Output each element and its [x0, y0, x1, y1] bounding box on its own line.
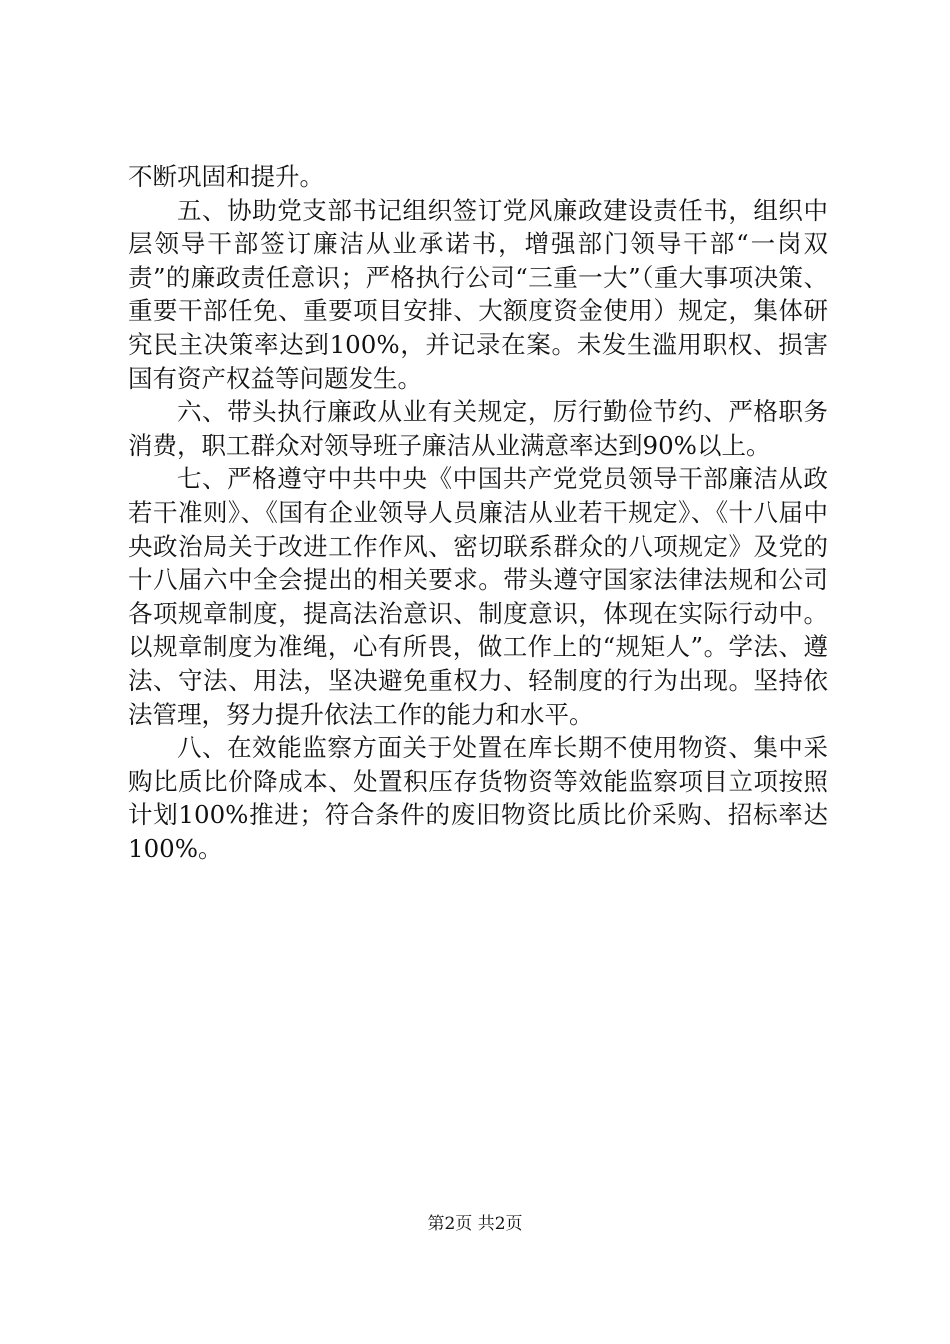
paragraph-continuation: 不断巩固和提升。 — [128, 162, 324, 191]
document-body — [128, 160, 828, 865]
paragraph-item-8: 八、在效能监察方面关于处置在库长期不使用物资、集中采购比质比价降成本、处置积压存货物资等效能监察项目立项按照计划100%推进；符合条件的废旧物资比质比价采购、招标率达100%。 — [128, 733, 828, 863]
paragraph-item-7: 七、严格遵守中共中央《中国共产党党员领导干部廉洁从政若干准则》、《国有企业领导人员廉洁从业若干规定》、《十八届中央政治局关于改进工作作风、密切联系群众的八项规定》及党的十八届六中全会提出的相关要求。带头遵守国家法律法规和公司各项规章制度，提高法治意识、制度意识，体现在实际行动中。以规章制度为准绳，心有所畏，做工作上的“规矩人”。学法、遵法、守法、用法，坚决避免重权力、轻制度的行为出现。坚持依法管理，努力提升依法工作的能力和水平。 — [128, 464, 828, 729]
paragraph-item-6: 六、带头执行廉政从业有关规定，厉行勤俭节约、严格职务消费，职工群众对领导班子廉洁从业满意率达到90%以上。 — [128, 397, 828, 460]
page-footer: 第2页 共2页 — [427, 1214, 523, 1234]
paragraph-item-5: 五、协助党支部书记组织签订党风廉政建设责任书，组织中层领导干部签订廉洁从业承诺书，增强部门领导干部“一岗双责”的廉政责任意识；严格执行公司“三重一大”（重大事项决策、重要干部任免、重要项目安排、大额度资金使用）规定，集体研究民主决策率达到100%，并记录在案。未发生滥用职权、损害国有资产权益等问题发生。 — [128, 195, 828, 393]
